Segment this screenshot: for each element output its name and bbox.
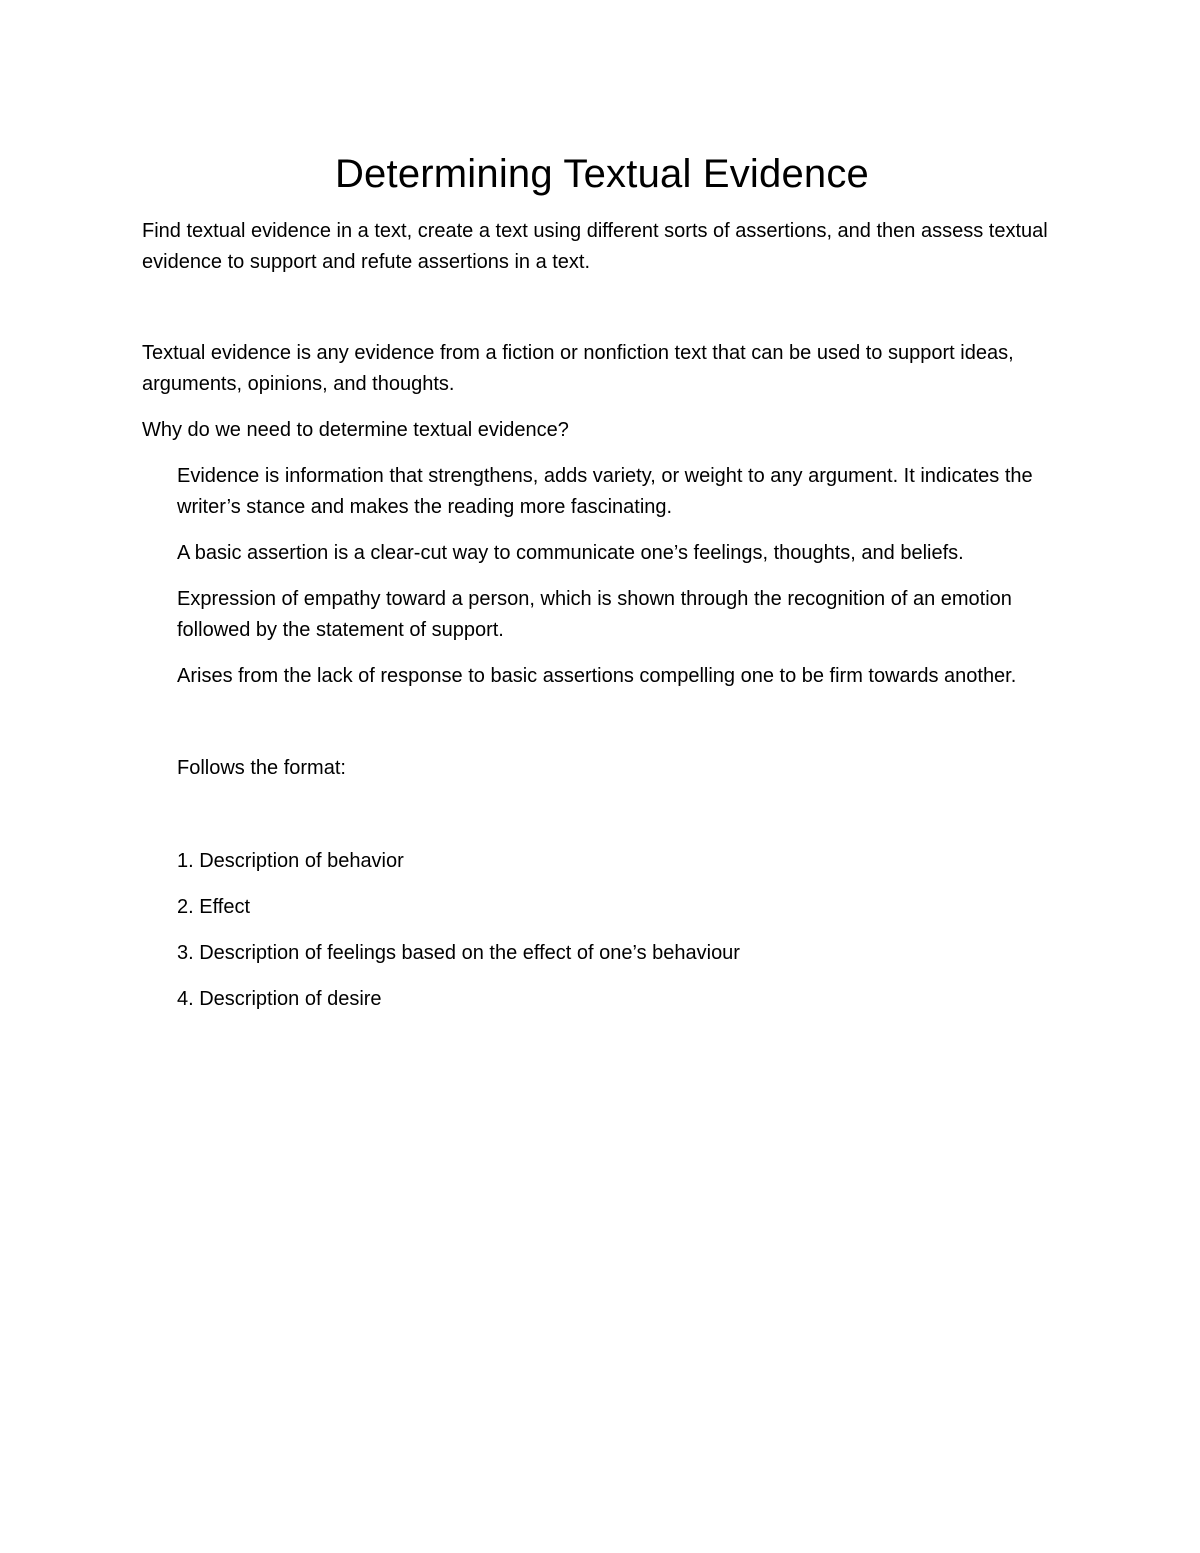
definition-paragraph: Textual evidence is any evidence from a fiction or nonfiction text that can be used to support ideas, arguments, opinions, and thoughts.: [142, 342, 1014, 395]
point-paragraph: Expression of empathy toward a person, which is shown through the recognition of an emotion followed by the statement of support.: [177, 588, 1012, 641]
intro-paragraph: Find textual evidence in a text, create a text using different sorts of assertions, and then assess textual evidence to support and refute assertions in a text.: [142, 220, 1048, 273]
list-item: 3. Description of feelings based on the effect of one’s behaviour: [177, 942, 740, 964]
format-list: [142, 846, 1062, 1015]
question-paragraph: Why do we need to determine textual evidence?: [142, 419, 569, 441]
point-paragraph: Arises from the lack of response to basic assertions compelling one to be firm towards another.: [177, 665, 1017, 687]
document-title: Determining Textual Evidence: [334, 152, 870, 196]
list-item: 4. Description of desire: [177, 988, 382, 1010]
point-paragraph: A basic assertion is a clear-cut way to communicate one’s feelings, thoughts, and beliefs.: [177, 542, 964, 564]
format-label: Follows the format:: [177, 757, 346, 779]
point-paragraph: Evidence is information that strengthens, adds variety, or weight to any argument. It indicates the writer’s stance and makes the reading more fascinating.: [177, 465, 1033, 518]
document-content: [142, 150, 1062, 1030]
list-item: 1. Description of behavior: [177, 850, 404, 872]
list-item: 2. Effect: [177, 896, 251, 918]
